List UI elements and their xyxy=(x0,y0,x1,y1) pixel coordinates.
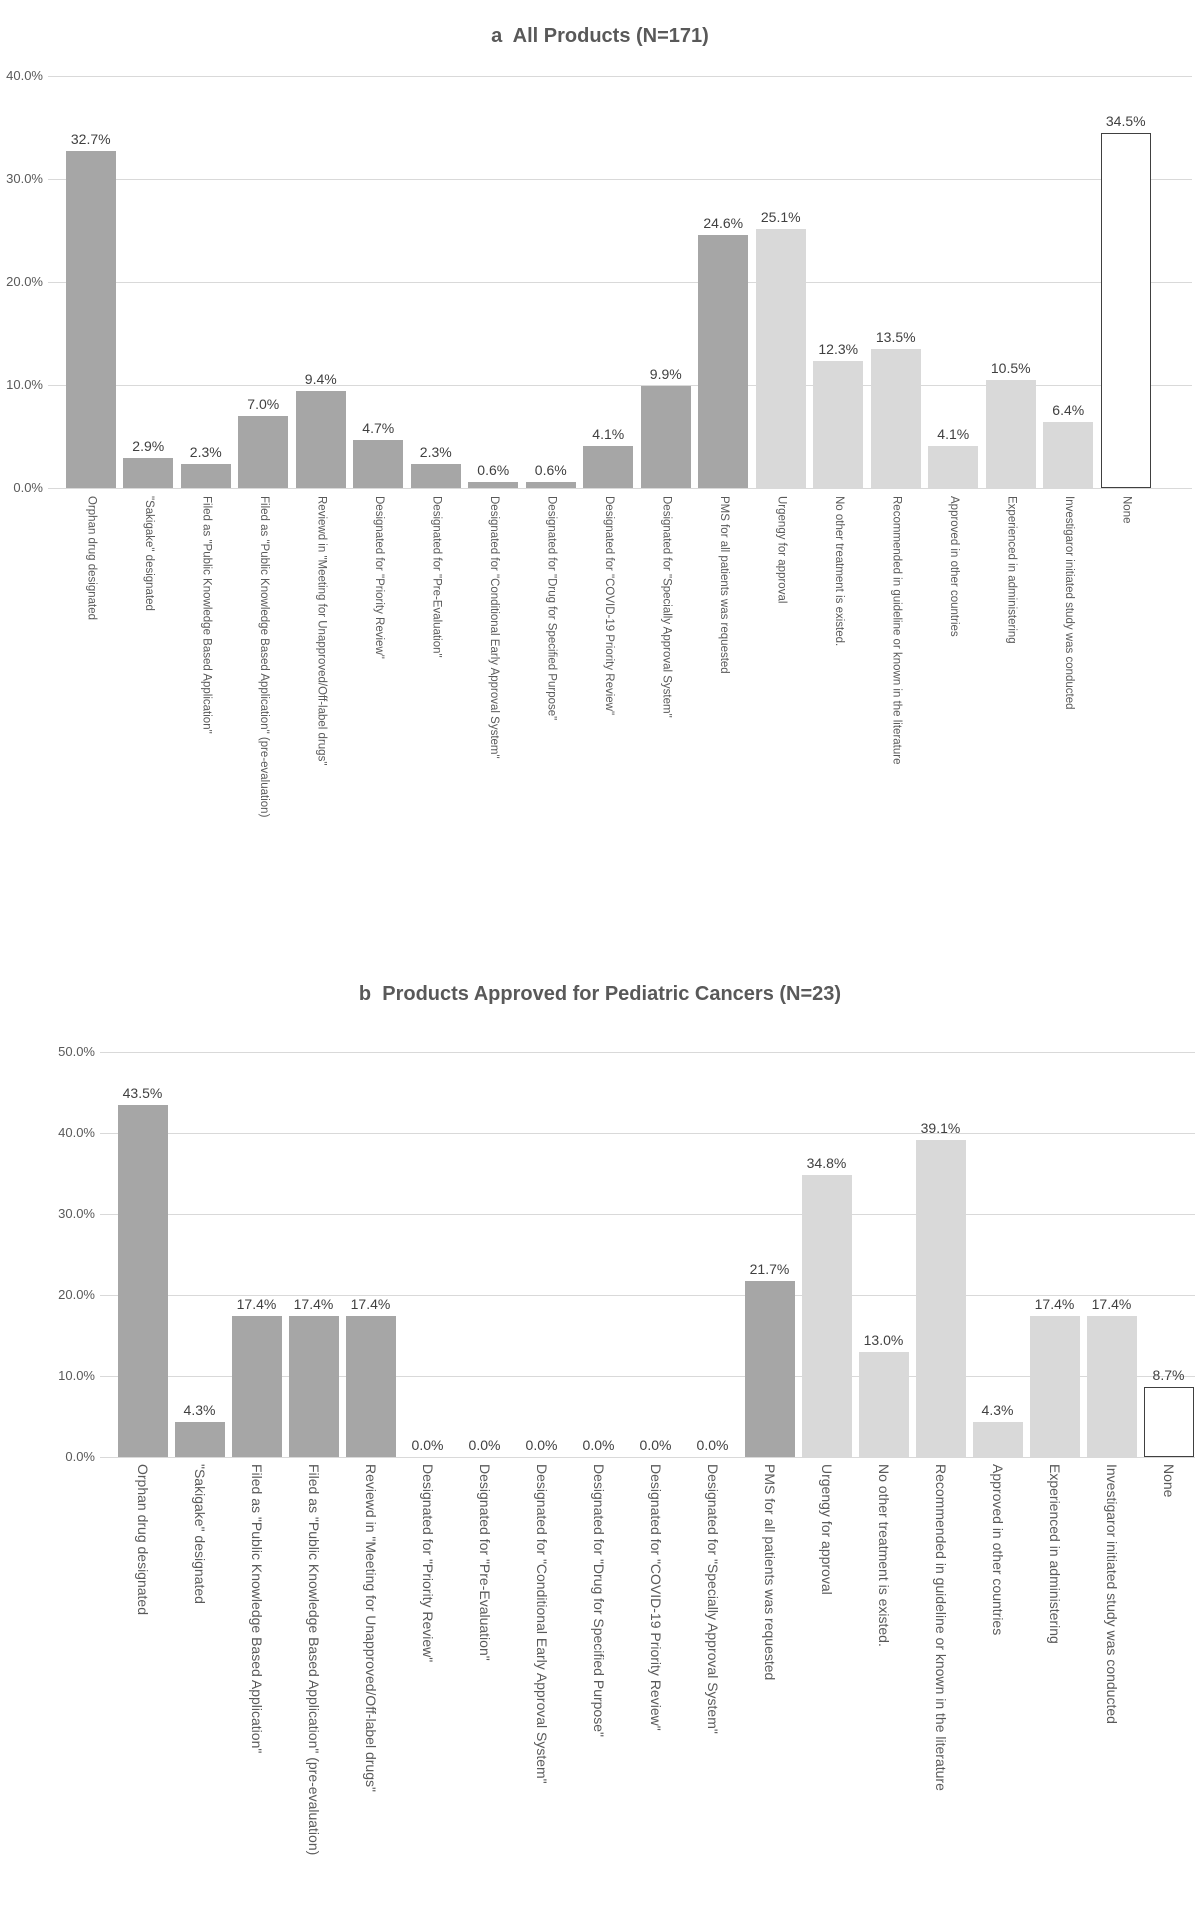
bar xyxy=(698,235,748,488)
bar xyxy=(118,1105,168,1457)
x-category-label: "Sakigake" designated xyxy=(143,496,156,611)
x-category-label: Designated for "Priority Review" xyxy=(373,496,386,659)
x-category-label: Orphan drug designated xyxy=(85,496,98,621)
bar-value-label: 6.4% xyxy=(1052,402,1085,419)
y-axis-tick-label: 30.0% xyxy=(6,171,43,186)
x-category-label: Orphan drug designated xyxy=(134,1464,151,1615)
x-category-label-cell xyxy=(570,1464,627,1908)
bar-value-label: 13.5% xyxy=(875,328,916,345)
bar-value-label: 0.6% xyxy=(477,461,510,478)
bar xyxy=(66,151,116,488)
bar xyxy=(526,482,576,488)
bar-value-label: 4.7% xyxy=(362,419,395,436)
y-axis-tick-label: 40.0% xyxy=(6,68,43,83)
x-category-label: Designated for "COVID-19 Priority Review" xyxy=(647,1464,664,1731)
x-category-label: None xyxy=(1160,1464,1177,1498)
x-category-label-cell xyxy=(235,496,293,836)
bar xyxy=(859,1352,909,1457)
bar xyxy=(353,440,403,488)
bar xyxy=(871,349,921,488)
x-category-label: Urgengy for approval xyxy=(775,496,788,604)
bar xyxy=(1030,1316,1080,1457)
x-category-label: No other treatment is existed. xyxy=(833,496,846,647)
x-category-label: Designated for "Pre-Evaluation" xyxy=(476,1464,493,1661)
bar xyxy=(813,361,863,488)
bar-value-label: 0.6% xyxy=(534,461,567,478)
x-category-label: Investigaror initiated study was conducted xyxy=(1063,496,1076,710)
x-category-label-cell xyxy=(456,1464,513,1908)
x-category-label: Investigaror initiated study was conducted xyxy=(1103,1464,1120,1724)
x-category-label-cell xyxy=(969,1464,1026,1908)
bar-value-label: 7.0% xyxy=(247,395,280,412)
bar xyxy=(181,464,231,488)
x-category-label-cell xyxy=(627,1464,684,1908)
chart-panel-all-products xyxy=(0,0,1200,940)
x-category-label: Designated for "Conditional Early Approval System" xyxy=(533,1464,550,1784)
gridline xyxy=(100,1457,1195,1458)
bar-value-label: 10.5% xyxy=(990,359,1031,376)
bar-value-label: 4.1% xyxy=(592,425,625,442)
bar-value-label: 25.1% xyxy=(760,209,801,226)
x-category-label-cell xyxy=(637,496,695,836)
gridline xyxy=(48,488,1192,489)
y-axis-tick-label: 20.0% xyxy=(6,274,43,289)
x-category-label: Filed as "Public Knowledge Based Application" xyxy=(248,1464,265,1754)
bar-value-label: 9.9% xyxy=(649,366,682,383)
x-category-label-cell xyxy=(114,1464,171,1908)
gridline xyxy=(48,179,1192,180)
bar-value-label: 0.0% xyxy=(411,1437,444,1453)
x-category-label-cell xyxy=(407,496,465,836)
y-axis-tick-label: 10.0% xyxy=(58,1368,95,1383)
x-category-label-cell xyxy=(867,496,925,836)
bar-value-label: 34.5% xyxy=(1105,112,1146,129)
gridline xyxy=(100,1214,1195,1215)
bar-value-label: 8.7% xyxy=(1152,1366,1185,1383)
bar xyxy=(1144,1387,1194,1457)
x-category-label: Designated for "Priority Review" xyxy=(419,1464,436,1663)
x-category-label: Recommended in guideline or known in the literature xyxy=(932,1464,949,1791)
x-category-label-cell xyxy=(741,1464,798,1908)
bar xyxy=(238,416,288,488)
bar xyxy=(973,1422,1023,1457)
x-category-label-cell xyxy=(522,496,580,836)
x-category-label-cell xyxy=(855,1464,912,1908)
gridline xyxy=(48,282,1192,283)
bar-value-label: 2.3% xyxy=(189,444,222,461)
bar-value-label: 0.0% xyxy=(639,1437,672,1453)
bar xyxy=(1101,133,1151,488)
x-category-label-cell xyxy=(684,1464,741,1908)
bar xyxy=(986,380,1036,488)
x-category-label-cell xyxy=(752,496,810,836)
y-axis-tick-label: 40.0% xyxy=(58,1125,95,1140)
bar xyxy=(175,1422,225,1457)
x-category-label-cell xyxy=(171,1464,228,1908)
x-category-label: PMS for all patients was requested xyxy=(761,1464,778,1681)
x-category-label: None xyxy=(1120,496,1133,524)
x-category-label: Recommended in guideline or known in the literature xyxy=(890,496,903,765)
x-category-label: Urgengy for approval xyxy=(818,1464,835,1595)
chart-b-title: b Products Approved for Pediatric Cancers (N=23) xyxy=(358,982,842,1005)
bar-value-label: 2.9% xyxy=(132,438,165,455)
x-category-label-cell xyxy=(810,496,868,836)
bar xyxy=(1087,1316,1137,1457)
bar-value-label: 32.7% xyxy=(70,131,111,148)
x-category-label-cell xyxy=(1140,1464,1197,1908)
bar xyxy=(1043,422,1093,488)
bar-value-label: 12.3% xyxy=(818,341,859,358)
bar-value-label: 17.4% xyxy=(1034,1296,1075,1313)
bar-value-label: 0.0% xyxy=(582,1437,615,1453)
bar-value-label: 2.3% xyxy=(419,444,452,461)
bar xyxy=(641,386,691,488)
bar xyxy=(123,458,173,488)
x-category-label: Designated for "COVID-19 Priority Review" xyxy=(603,496,616,716)
bar-value-label: 4.3% xyxy=(981,1402,1014,1419)
bar-value-label: 17.4% xyxy=(236,1296,277,1313)
x-category-label-cell xyxy=(285,1464,342,1908)
x-category-label-cell xyxy=(580,496,638,836)
x-category-label-cell xyxy=(513,1464,570,1908)
x-category-label-cell xyxy=(342,1464,399,1908)
x-category-label: Reviewd in "Meeting for Unapproved/Off-label drugs" xyxy=(315,496,328,766)
x-category-label-cell xyxy=(982,496,1040,836)
x-category-label: Designated for "Conditional Early Approval System" xyxy=(488,496,501,759)
bar xyxy=(916,1140,966,1457)
bar xyxy=(232,1316,282,1457)
bar-value-label: 17.4% xyxy=(350,1296,391,1313)
bar xyxy=(411,464,461,488)
x-category-label: No other treatment is existed. xyxy=(875,1464,892,1647)
y-axis-tick-label: 0.0% xyxy=(13,480,43,495)
x-category-label-cell xyxy=(798,1464,855,1908)
chart-a-title: a All Products (N=171) xyxy=(491,24,709,47)
bar-value-label: 39.1% xyxy=(920,1120,961,1137)
x-category-label-cell xyxy=(1026,1464,1083,1908)
bar-value-label: 9.4% xyxy=(304,371,337,388)
y-axis-tick-label: 10.0% xyxy=(6,377,43,392)
x-category-label: Reviewd in "Meeting for Unapproved/Off-label drugs" xyxy=(362,1464,379,1792)
bar-value-label: 4.1% xyxy=(937,425,970,442)
bar-value-label: 0.0% xyxy=(525,1437,558,1453)
x-category-label-cell xyxy=(1097,496,1155,836)
x-category-label-cell xyxy=(1040,496,1098,836)
y-axis-tick-label: 0.0% xyxy=(65,1449,95,1464)
x-category-label-cell xyxy=(465,496,523,836)
bar-value-label: 4.3% xyxy=(183,1402,216,1419)
bar-value-label: 17.4% xyxy=(293,1296,334,1313)
x-category-label: Filed as "Public Knowledge Based Application" xyxy=(200,496,213,734)
bar xyxy=(928,446,978,488)
bar-value-label: 24.6% xyxy=(703,214,744,231)
x-category-label: Designated for "Specially Approval System" xyxy=(704,1464,721,1734)
x-category-label-cell xyxy=(228,1464,285,1908)
bar-value-label: 34.8% xyxy=(806,1155,847,1172)
x-category-label-cell xyxy=(120,496,178,836)
bar-value-label: 13.0% xyxy=(863,1331,904,1348)
x-category-label: Designated for "Pre-Evaluation" xyxy=(430,496,443,658)
y-axis-tick-label: 20.0% xyxy=(58,1287,95,1302)
bar-value-label: 17.4% xyxy=(1091,1296,1132,1313)
x-category-label: Designated for "Drug for Specified Purpose" xyxy=(545,496,558,721)
x-category-label: "Sakigake" designated xyxy=(191,1464,208,1604)
bar-value-label: 43.5% xyxy=(122,1084,163,1101)
x-category-label: Experienced in administering xyxy=(1046,1464,1063,1644)
x-category-label-cell xyxy=(177,496,235,836)
x-category-label: PMS for all patients was requested xyxy=(718,496,731,674)
bar-value-label: 0.0% xyxy=(468,1437,501,1453)
x-category-label-cell xyxy=(350,496,408,836)
x-category-label: Experienced in administering xyxy=(1005,496,1018,644)
x-category-label: Approved in other countries xyxy=(948,496,961,637)
x-category-label: Filed as "Public Knowledge Based Application" (pre-evaluation) xyxy=(305,1464,322,1856)
bar xyxy=(583,446,633,488)
chart-panel-pediatric-cancers xyxy=(0,940,1200,1908)
gridline xyxy=(100,1133,1195,1134)
x-category-label-cell xyxy=(1083,1464,1140,1908)
gridline xyxy=(100,1052,1195,1053)
bar xyxy=(756,229,806,488)
x-category-label: Designated for "Drug for Specified Purpose" xyxy=(590,1464,607,1737)
x-category-label-cell xyxy=(695,496,753,836)
bar xyxy=(346,1316,396,1457)
x-category-label: Filed as "Public Knowledge Based Application" (pre-evaluation) xyxy=(258,496,271,818)
x-category-label-cell xyxy=(292,496,350,836)
bar xyxy=(745,1281,795,1457)
bar xyxy=(468,482,518,488)
gridline xyxy=(48,76,1192,77)
x-category-label-cell xyxy=(62,496,120,836)
x-category-label: Approved in other countries xyxy=(989,1464,1006,1636)
bar xyxy=(289,1316,339,1457)
x-category-label-cell xyxy=(912,1464,969,1908)
x-category-label: Designated for "Specially Approval System" xyxy=(660,496,673,718)
x-category-label-cell xyxy=(925,496,983,836)
bar xyxy=(296,391,346,488)
y-axis-tick-label: 50.0% xyxy=(58,1044,95,1059)
y-axis-tick-label: 30.0% xyxy=(58,1206,95,1221)
bar-value-label: 0.0% xyxy=(696,1437,729,1453)
bar xyxy=(802,1175,852,1457)
x-category-label-cell xyxy=(399,1464,456,1908)
bar-value-label: 21.7% xyxy=(749,1261,790,1278)
